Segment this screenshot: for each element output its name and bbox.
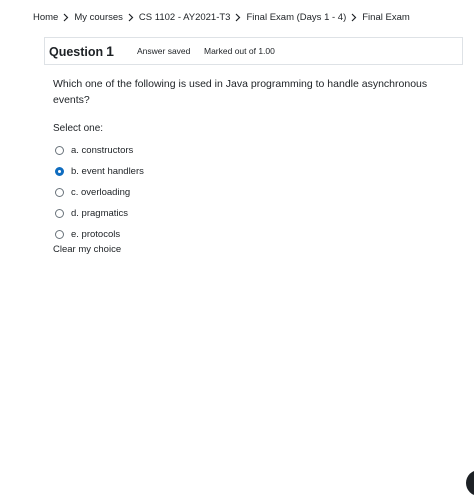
- breadcrumb-course[interactable]: CS 1102 - AY2021-T3: [138, 12, 231, 23]
- answer-label: b. event handlers: [71, 166, 144, 177]
- radio-button[interactable]: [55, 209, 64, 218]
- question-info-box: [44, 37, 463, 65]
- question-heading: [49, 43, 114, 59]
- answer-option-d[interactable]: [55, 203, 144, 224]
- question-grade: Marked out of 1.00: [204, 46, 275, 56]
- breadcrumb-home[interactable]: Home: [33, 12, 59, 23]
- chevron-right-icon: [351, 13, 357, 22]
- radio-button[interactable]: [55, 146, 64, 155]
- question-label: Question: [49, 45, 104, 59]
- clear-choice-link[interactable]: Clear my choice: [53, 244, 122, 255]
- answer-option-a[interactable]: [55, 140, 144, 161]
- question-state: Answer saved: [137, 46, 191, 56]
- answer-option-c[interactable]: [55, 182, 144, 203]
- answer-label: d. pragmatics: [71, 208, 129, 219]
- breadcrumb-section[interactable]: Final Exam (Days 1 - 4): [246, 12, 347, 23]
- breadcrumb-my-courses[interactable]: My courses: [74, 12, 123, 23]
- radio-button[interactable]: [55, 188, 64, 197]
- breadcrumb: [33, 12, 410, 23]
- answer-label: c. overloading: [71, 187, 131, 198]
- answer-options: [55, 140, 144, 245]
- chevron-right-icon: [235, 13, 241, 22]
- help-bubble-button[interactable]: [466, 470, 474, 495]
- breadcrumb-final-exam[interactable]: Final Exam: [362, 12, 410, 23]
- select-one-prompt: Select one:: [53, 123, 104, 134]
- radio-button-selected[interactable]: [55, 167, 64, 176]
- chevron-right-icon: [128, 13, 134, 22]
- answer-option-b[interactable]: [55, 161, 144, 182]
- question-number: 1: [106, 43, 114, 59]
- answer-label: a. constructors: [71, 145, 134, 156]
- question-text: Which one of the following is used in Java programming to handle asynchronous events?: [53, 78, 428, 106]
- answer-option-e[interactable]: [55, 224, 144, 245]
- answer-label: e. protocols: [71, 229, 121, 240]
- radio-button[interactable]: [55, 230, 64, 239]
- chevron-right-icon: [63, 13, 69, 22]
